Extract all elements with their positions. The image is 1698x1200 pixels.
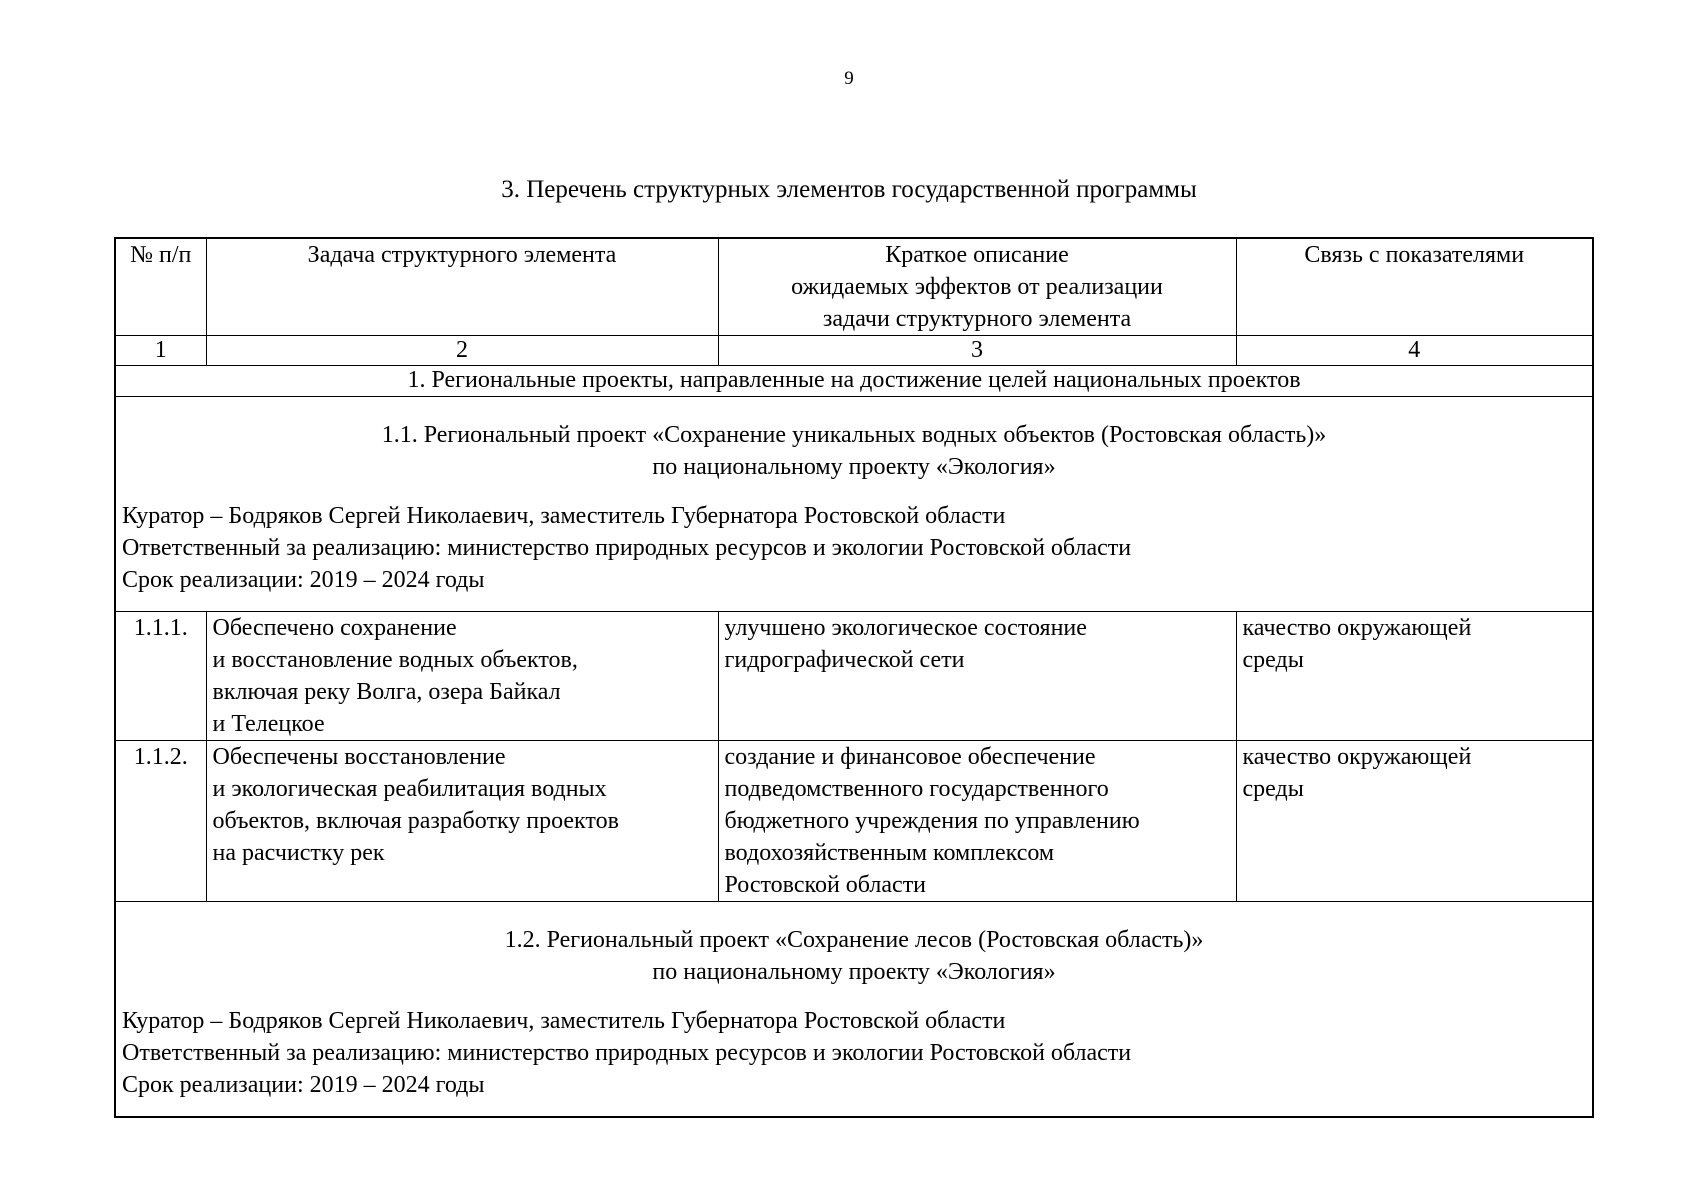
project-responsible: Ответственный за реализацию: министерство природных ресурсов и экологии Ростовской области xyxy=(122,1040,1132,1066)
header-number: № п/п xyxy=(115,238,206,336)
column-number: 1 xyxy=(115,336,206,366)
project-curator: Куратор – Бодряков Сергей Николаевич, заместитель Губернатора Ростовской области xyxy=(122,1008,1006,1034)
project-title-line: по национальному проекту «Экология» xyxy=(652,454,1056,480)
table-row xyxy=(115,612,1593,741)
row-number: 1.1.2. xyxy=(115,741,206,902)
project-responsible: Ответственный за реализацию: министерство природных ресурсов и экологии Ростовской области xyxy=(122,535,1132,561)
project-title-line: по национальному проекту «Экология» xyxy=(652,959,1056,985)
header-indicators: Связь с показателями xyxy=(1236,238,1593,336)
column-number: 4 xyxy=(1236,336,1593,366)
row-task: Обеспечены восстановление и экологическая реабилитация водных объектов, включая разработку проектов на расчистку рек xyxy=(206,741,718,902)
structural-elements-table xyxy=(114,237,1594,1118)
table-row xyxy=(115,741,1593,902)
column-number-row xyxy=(115,336,1593,366)
column-number: 2 xyxy=(206,336,718,366)
project-row xyxy=(115,397,1593,612)
table-header-row xyxy=(115,238,1593,336)
project-title-line: 1.2. Региональный проект «Сохранение лесов (Ростовская область)» xyxy=(504,927,1204,953)
project-term: Срок реализации: 2019 – 2024 годы xyxy=(122,1072,485,1098)
section-heading: 1. Региональные проекты, направленные на достижение целей национальных проектов xyxy=(115,366,1593,397)
project-curator: Куратор – Бодряков Сергей Николаевич, заместитель Губернатора Ростовской области xyxy=(122,503,1006,529)
project-cell xyxy=(115,397,1593,612)
row-effect: создание и финансовое обеспечение подведомственного государственного бюджетного учреждения по управлению водохозяйственным комплексом Ростовской области xyxy=(718,741,1236,902)
row-indicator: качество окружающей среды xyxy=(1236,741,1593,902)
row-task: Обеспечено сохранение и восстановление водных объектов, включая реку Волга, озера Байкал и Телецкое xyxy=(206,612,718,741)
project-term: Срок реализации: 2019 – 2024 годы xyxy=(122,567,485,593)
project-title-line: 1.1. Региональный проект «Сохранение уникальных водных объектов (Ростовская область)» xyxy=(381,422,1327,448)
project-title xyxy=(122,902,1586,988)
project-meta xyxy=(122,500,1586,596)
project-cell xyxy=(115,902,1593,1118)
header-task: Задача структурного элемента xyxy=(206,238,718,336)
project-meta xyxy=(122,1005,1586,1101)
header-effects: Краткое описание ожидаемых эффектов от реализации задачи структурного элемента xyxy=(718,238,1236,336)
row-number: 1.1.1. xyxy=(115,612,206,741)
section-heading-row xyxy=(115,366,1593,397)
row-effect: улучшено экологическое состояние гидрографической сети xyxy=(718,612,1236,741)
row-indicator: качество окружающей среды xyxy=(1236,612,1593,741)
project-row xyxy=(115,902,1593,1118)
section-title: 3. Перечень структурных элементов государственной программы xyxy=(501,176,1197,203)
project-title xyxy=(122,397,1586,483)
column-number: 3 xyxy=(718,336,1236,366)
page-number: 9 xyxy=(844,68,854,89)
